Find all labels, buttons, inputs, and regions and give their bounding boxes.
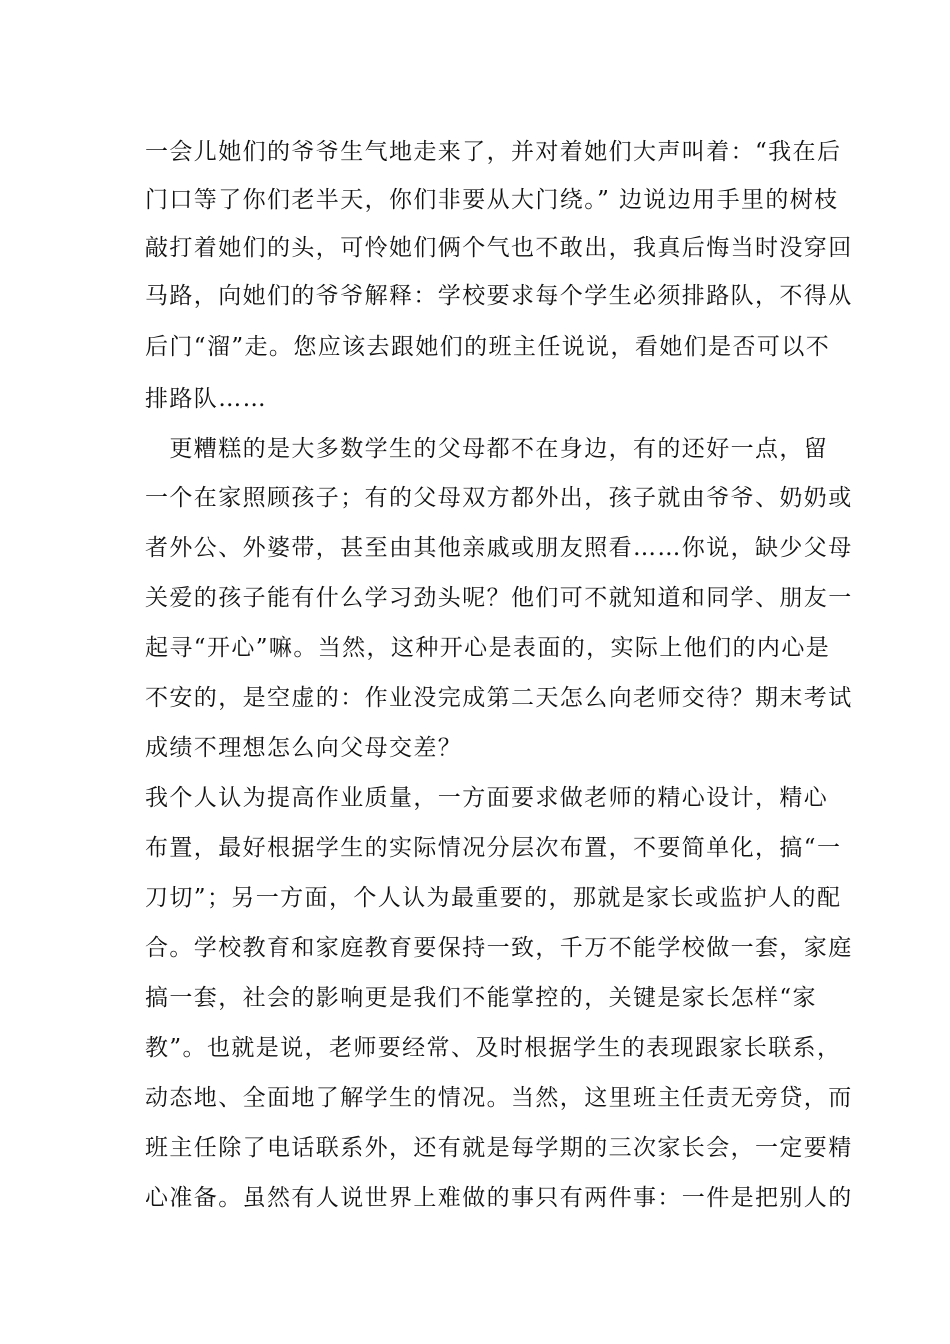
text-line: 我个人认为提高作业质量，一方面要求做老师的精心设计，精心 [145, 785, 829, 811]
text-line: 敲打着她们的头，可怜她们俩个气也不敢出，我真后悔当时没穿回 [145, 235, 853, 261]
text-line: 班主任除了电话联系外，还有就是每学期的三次家长会，一定要精 [145, 1135, 853, 1161]
text-line: 合。学校教育和家庭教育要保持一致，千万不能学校做一套，家庭 [145, 935, 853, 961]
text-line: 刀切”；另一方面，个人认为最重要的，那就是家长或监护人的配 [145, 885, 842, 911]
text-line: 后门“溜”走。您应该去跟她们的班主任说说，看她们是否可以不 [145, 334, 831, 360]
text-line: 更糟糕的是大多数学生的父母都不在身边，有的还好一点，留 [145, 436, 829, 462]
text-line: 门口等了你们老半天，你们非要从大门绕。” 边说边用手里的树枝 [145, 187, 839, 213]
text-line: 起寻“开心”嘛。当然，这种开心是表面的，实际上他们的内心是 [145, 635, 831, 661]
text-line: 者外公、外婆带，甚至由其他亲戚或朋友照看……你说，缺少父母 [145, 535, 853, 561]
text-line: 成绩不理想怎么向父母交差？ [145, 735, 463, 761]
text-line: 心准备。虽然有人说世界上难做的事只有两件事：一件是把别人的 [145, 1185, 853, 1211]
text-line: 动态地、全面地了解学生的情况。当然，这里班主任责无旁贷，而 [145, 1085, 853, 1111]
text-line: 关爱的孩子能有什么学习劲头呢？他们可不就知道和同学、朋友一 [145, 585, 853, 611]
text-line: 一个在家照顾孩子；有的父母双方都外出，孩子就由爷爷、奶奶或 [145, 485, 853, 511]
text-line: 一会儿她们的爷爷生气地走来了，并对着她们大声叫着：“我在后 [145, 139, 842, 165]
text-line: 搞一套，社会的影响更是我们不能掌控的，关键是家长怎样“家 [145, 985, 817, 1011]
text-line: 布置，最好根据学生的实际情况分层次布置，不要简单化，搞“一 [145, 835, 842, 861]
text-line: 教”。也就是说，老师要经常、及时根据学生的表现跟家长联系， [145, 1035, 842, 1061]
text-line: 马路，向她们的爷爷解释：学校要求每个学生必须排路队，不得从 [145, 283, 853, 309]
text-line: 排路队…… [145, 386, 267, 412]
text-line: 不安的，是空虚的：作业没完成第二天怎么向老师交待？期末考试 [145, 685, 853, 711]
